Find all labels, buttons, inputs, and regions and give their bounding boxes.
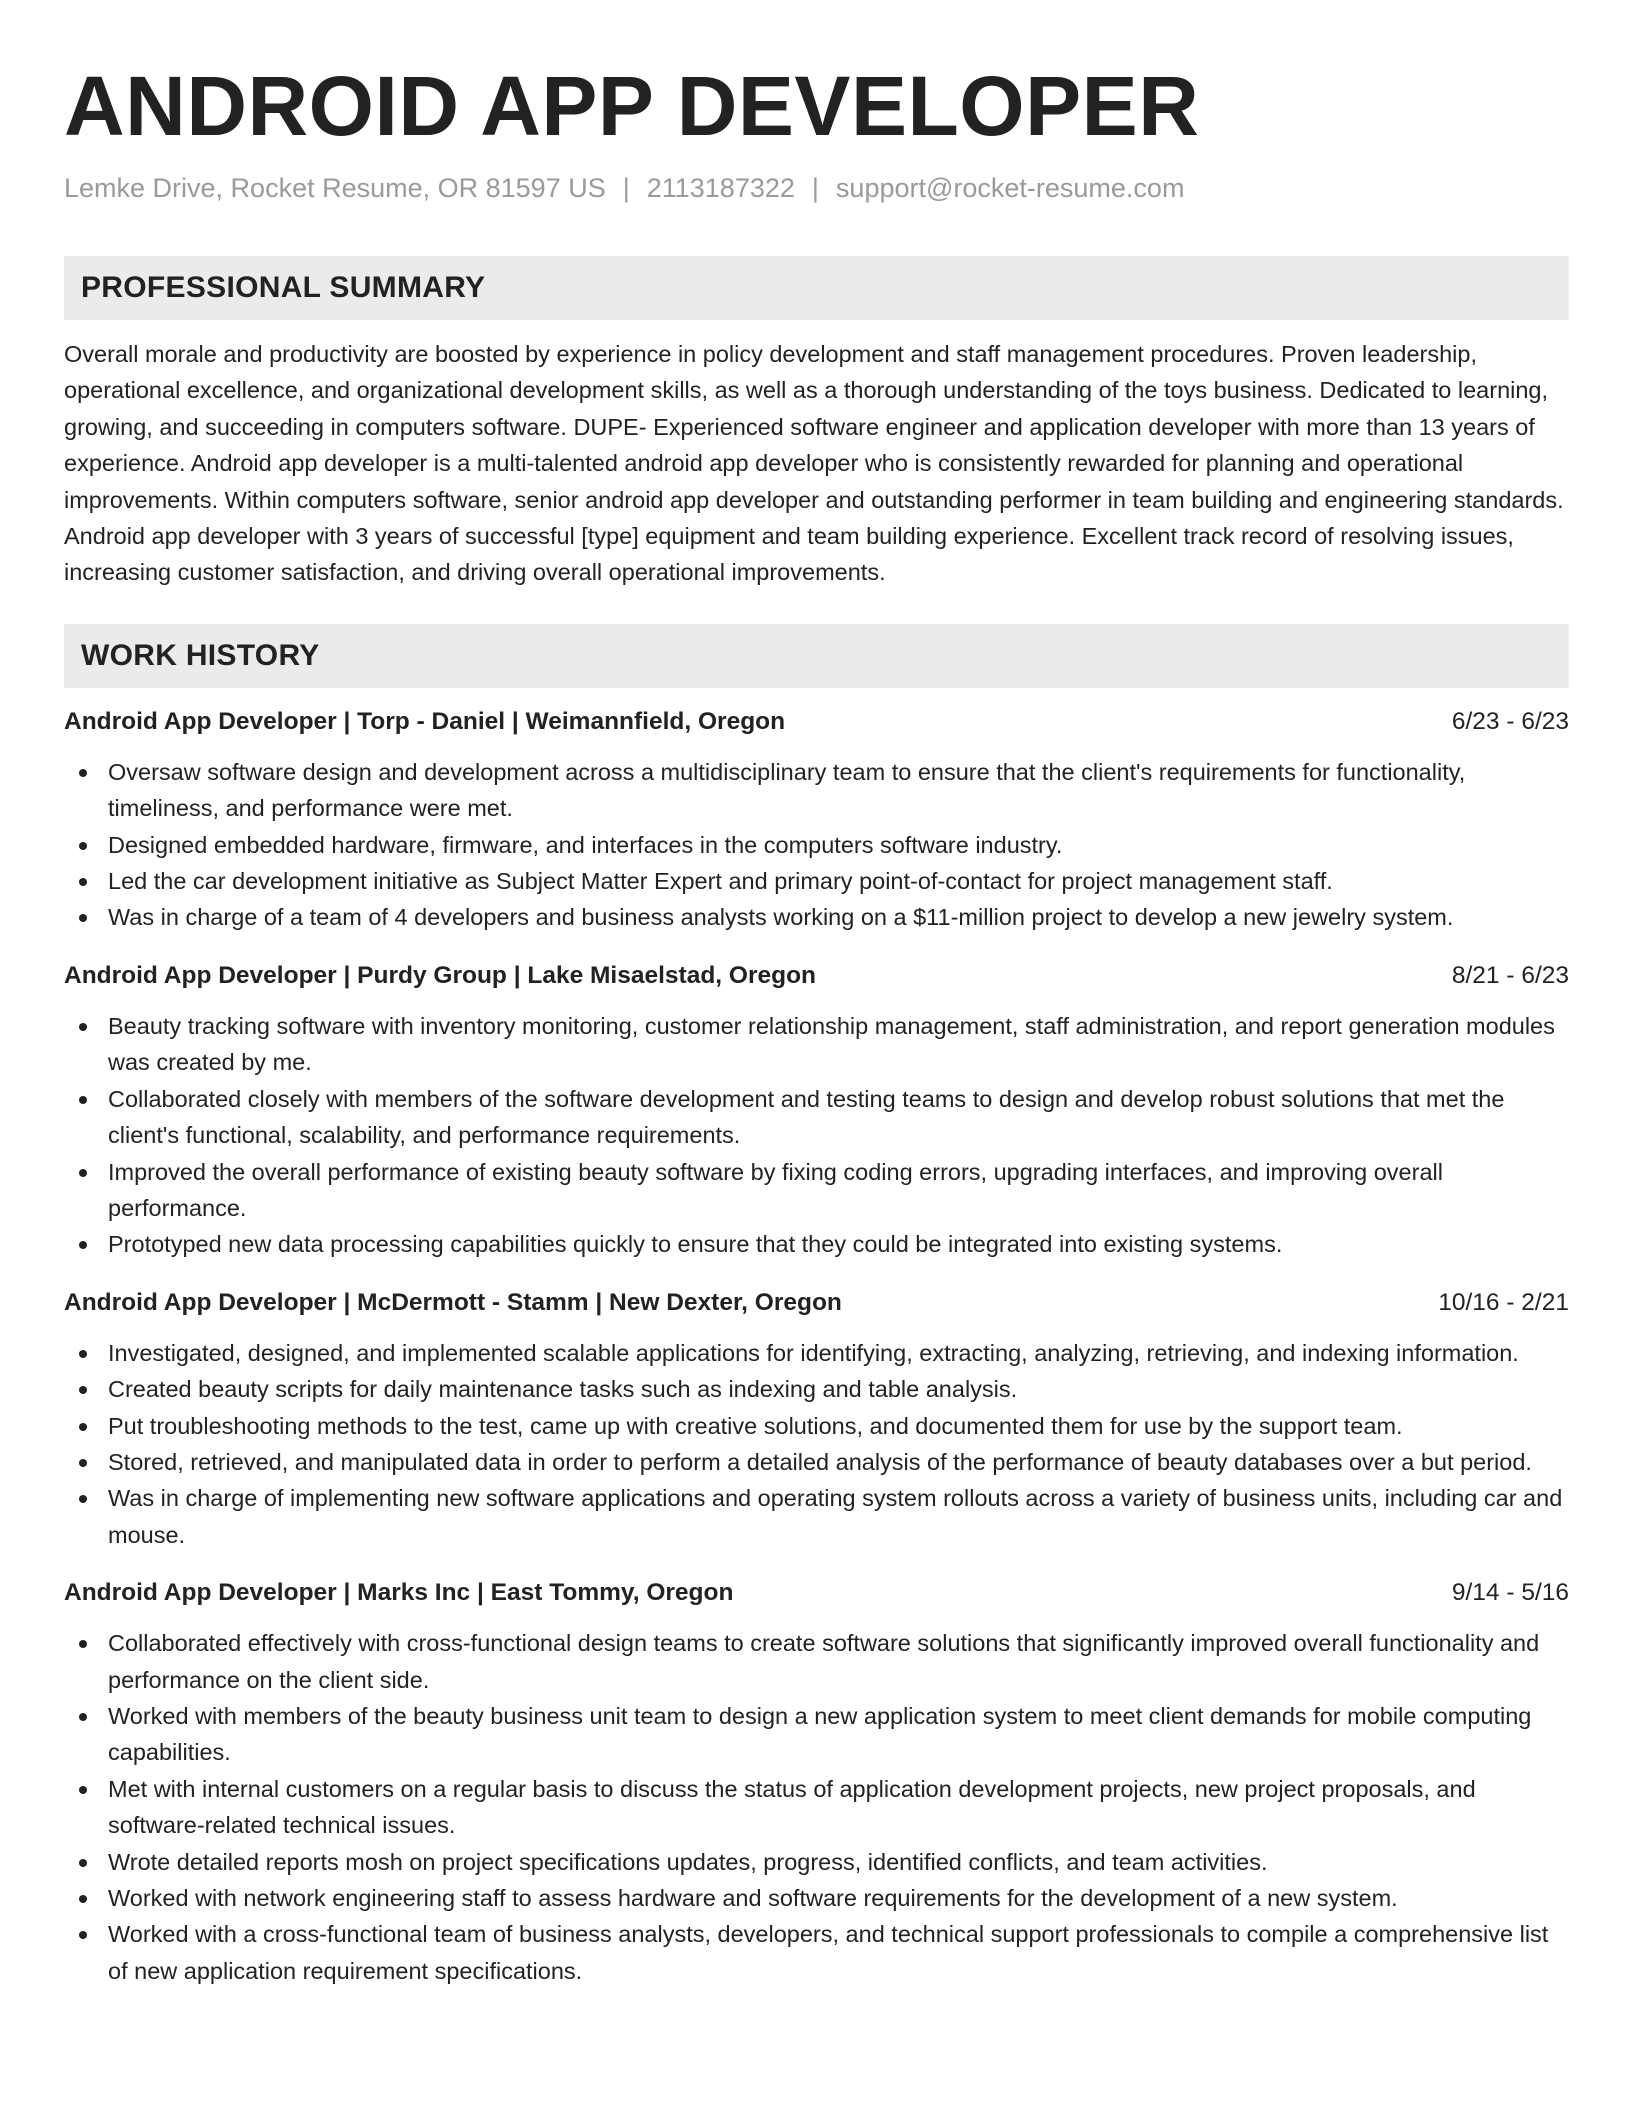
list-item <box>64 1880 1569 1916</box>
job-title: Android App Developer | McDermott - Stamm | New Dexter, Oregon <box>64 1288 842 1316</box>
bullet-text: Prototyped new data processing capabilities quickly to ensure that they could be integrated into existing systems. <box>108 1231 1283 1258</box>
job-title: Android App Developer | Marks Inc | East Tommy, Oregon <box>64 1579 734 1607</box>
list-item <box>64 1371 1569 1407</box>
bullet-dot-icon <box>79 1423 87 1431</box>
bullet-dot-icon <box>79 1931 87 1939</box>
bullet-dot-icon <box>79 1713 87 1721</box>
list-item <box>64 1008 1569 1081</box>
job-dates: 10/16 - 2/21 <box>1438 1288 1569 1316</box>
contact-separator: | <box>811 173 819 203</box>
bullet-dot-icon <box>79 1640 87 1648</box>
bullet-text: Stored, retrieved, and manipulated data in order to perform a detailed analysis of the performance of beauty databases over a but period. <box>108 1448 1532 1475</box>
list-item <box>64 863 1569 899</box>
bullet-dot-icon <box>79 1169 87 1177</box>
list-item <box>64 1698 1569 1771</box>
bullet-dot-icon <box>79 1459 87 1467</box>
job-bullet-list <box>64 1625 1569 1989</box>
resume-page <box>64 56 1569 1989</box>
bullet-text: Met with internal customers on a regular basis to discuss the status of application development projects, new project proposals, and software-related technical issues. <box>108 1775 1476 1839</box>
bullet-dot-icon <box>79 1895 87 1903</box>
contact-separator: | <box>622 173 630 203</box>
list-item <box>64 827 1569 863</box>
job-dates: 8/21 - 6/23 <box>1451 961 1569 989</box>
bullet-text: Led the car development initiative as Subject Matter Expert and primary point-of-contact for project management staff. <box>108 868 1333 895</box>
work-heading: WORK HISTORY <box>81 638 320 672</box>
bullet-text: Oversaw software design and development across a multidisciplinary team to ensure that the client's requirements for functionality, timeliness, and performance were met. <box>108 758 1466 822</box>
bullet-dot-icon <box>79 1859 87 1867</box>
contact-phone: 2113187322 <box>646 173 795 203</box>
bullet-text: Was in charge of implementing new software applications and operating system rollouts across a variety of business units, including car and mouse. <box>108 1485 1563 1548</box>
bullet-text: Was in charge of a team of 4 developers and business analysts working on a $11-million project to develop a new jewelry system. <box>108 904 1454 931</box>
job-bullet-list <box>64 1008 1569 1263</box>
bullet-text: Created beauty scripts for daily maintenance tasks such as indexing and table analysis. <box>108 1376 1018 1403</box>
job-entry <box>64 958 1569 1263</box>
list-item <box>64 1081 1569 1154</box>
job-header <box>64 1285 1569 1321</box>
bullet-dot-icon <box>79 1023 87 1031</box>
bullet-dot-icon <box>79 1386 87 1394</box>
job-title: Android App Developer | Purdy Group | Lake Misaelstad, Oregon <box>64 961 817 989</box>
bullet-dot-icon <box>79 1096 87 1104</box>
list-item <box>64 1625 1569 1698</box>
contact-email: support@rocket-resume.com <box>835 173 1185 203</box>
list-item <box>64 754 1569 827</box>
job-header <box>64 704 1569 740</box>
bullet-text: Beauty tracking software with inventory monitoring, customer relationship management, staff administration, and report generation modules was created by me. <box>108 1012 1555 1076</box>
bullet-text: Collaborated closely with members of the software development and testing teams to design and develop robust solutions that met the client's functional, scalability, and performance requirements. <box>108 1085 1505 1149</box>
contact-line <box>64 170 1569 206</box>
job-bullet-list <box>64 1335 1569 1553</box>
list-item <box>64 1480 1569 1553</box>
list-item <box>64 1916 1569 1989</box>
bullet-dot-icon <box>79 842 87 850</box>
job-entry <box>64 1575 1569 1989</box>
list-item <box>64 1771 1569 1844</box>
job-title: Android App Developer | Torp - Daniel | Weimannfield, Oregon <box>64 707 786 735</box>
bullet-text: Investigated, designed, and implemented scalable applications for identifying, extracting, analyzing, retrieving, and indexing information. <box>108 1339 1519 1366</box>
bullet-dot-icon <box>79 1241 87 1249</box>
bullet-text: Collaborated effectively with cross-functional design teams to create software solutions that significantly improved overall functionality and performance on the client side. <box>108 1630 1540 1693</box>
list-item <box>64 1226 1569 1262</box>
list-item <box>64 1444 1569 1480</box>
work-section-header <box>64 624 1569 688</box>
list-item <box>64 899 1569 935</box>
job-bullet-list <box>64 754 1569 936</box>
bullet-text: Worked with members of the beauty business unit team to design a new application system to meet client demands for mobile computing capabilities. <box>108 1702 1532 1766</box>
job-entry <box>64 704 1569 936</box>
bullet-text: Wrote detailed reports mosh on project specifications updates, progress, identified conflicts, and team activities. <box>108 1848 1268 1875</box>
bullet-dot-icon <box>79 1495 87 1503</box>
summary-text: Overall morale and productivity are boosted by experience in policy development and staff management procedures. Proven leadership, operational excellence, and organizational development skills, as well as a thorough understanding of the toys business. Dedicated to learning, growing, and succeeding in computers software. DUPE- Experienced software engineer and application developer with more than 13 years of experience. Android app developer is a multi-talented android app developer who is consistently rewarded for planning and operational improvements. Within computers software, senior android app developer and outstanding performer in team building and engineering standards. Android app developer with 3 years of successful [type] equipment and team building experience. Excellent track record of resolving issues, increasing customer satisfaction, and driving overall operational improvements. <box>64 341 1564 586</box>
list-item <box>64 1335 1569 1371</box>
summary-heading: PROFESSIONAL SUMMARY <box>81 271 486 304</box>
list-item <box>64 1844 1569 1880</box>
bullet-text: Worked with network engineering staff to assess hardware and software requirements for the development of a new system. <box>108 1885 1398 1911</box>
list-item <box>64 1408 1569 1444</box>
bullet-dot-icon <box>79 1786 87 1794</box>
contact-address: Lemke Drive, Rocket Resume, OR 81597 US <box>64 173 606 203</box>
bullet-dot-icon <box>79 878 87 886</box>
list-item <box>64 1154 1569 1227</box>
bullet-text: Put troubleshooting methods to the test, came up with creative solutions, and documented them for use by the support team. <box>108 1412 1403 1439</box>
job-header <box>64 958 1569 994</box>
resume-name: ANDROID APP DEVELOPER <box>64 59 1200 153</box>
job-header <box>64 1575 1569 1611</box>
job-entry <box>64 1285 1569 1553</box>
job-list <box>64 704 1569 1989</box>
job-dates: 6/23 - 6/23 <box>1451 707 1569 735</box>
job-dates: 9/14 - 5/16 <box>1451 1579 1569 1607</box>
summary-section-header <box>64 256 1569 320</box>
bullet-text: Designed embedded hardware, firmware, and interfaces in the computers software industry. <box>108 831 1063 858</box>
bullet-dot-icon <box>79 769 87 777</box>
bullet-dot-icon <box>79 1350 87 1358</box>
work-history-section <box>64 624 1569 1989</box>
bullet-text: Worked with a cross-functional team of business analysts, developers, and technical support professionals to compile a comprehensive list of new application requirement specifications. <box>108 1921 1549 1984</box>
bullet-dot-icon <box>79 914 87 922</box>
bullet-text: Improved the overall performance of existing beauty software by fixing coding errors, upgrading interfaces, and improving overall performance. <box>108 1158 1443 1221</box>
